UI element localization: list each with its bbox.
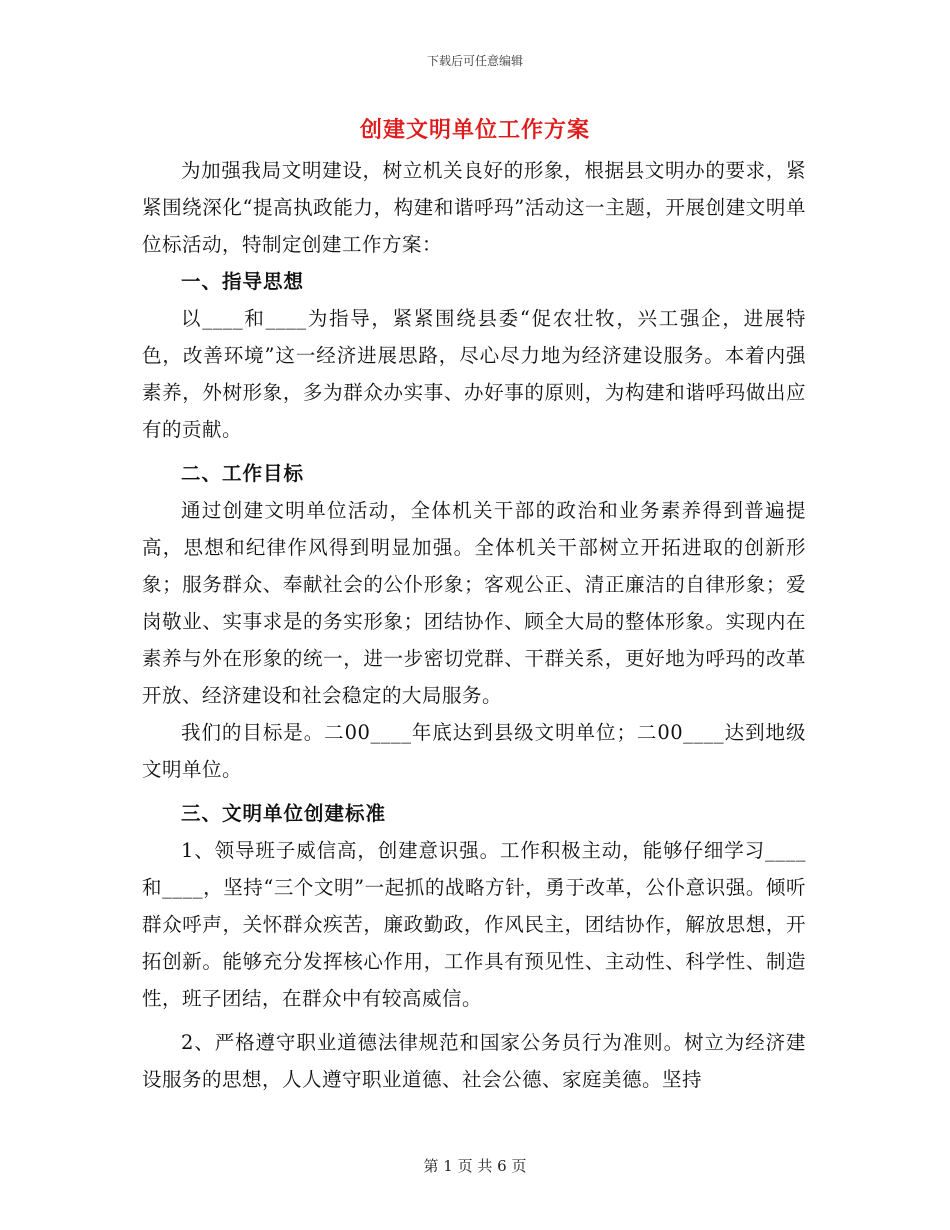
work-goals-paragraph: 通过创建文明单位活动，全体机关干部的政治和业务素养得到普遍提高，思想和纪律作风得到明显加强。全体机关干部树立开拓进取的创新形象；服务群众、奉献社会的公仆形象；客观公正、清正廉洁的自律形象；爱岗敬业、实事求是的务实形象；团结协作、顾全大局的整体形象。实现内在素养与外在形象的统一，进一步密切党群、干群关系，更好地为呼玛的改革开放、经济建设和社会稳定的大局服务。 [142, 499, 806, 707]
section-heading-guiding-ideology: 一、指导思想 [181, 270, 305, 293]
standard-item-2: 2、严格遵守职业道德法律规范和国家公务员行为准则。树立为经济建设服务的思想，人人遵守职业道德、社会公德、家庭美德。坚持 [142, 1031, 806, 1091]
section-heading-standards: 三、文明单位创建标准 [181, 802, 387, 825]
target-paragraph: 我们的目标是。二00____年底达到县级文明单位；二00____达到地级文明单位。 [142, 721, 806, 781]
intro-paragraph: 为加强我局文明建设，树立机关良好的形象，根据县文明办的要求，紧紧围绕深化“提高执政能力，构建和谐呼玛”活动这一主题，开展创建文明单位标活动，特制定创建工作方案： [142, 159, 806, 256]
page-number: 第 1 页 共 6 页 [423, 1157, 527, 1175]
section-heading-work-goals: 二、工作目标 [181, 462, 305, 485]
guiding-ideology-paragraph: 以____和____为指导，紧紧围绕县委“促农壮牧，兴工强企，进展特色，改善环境”这一经济进展思路，尽心尽力地为经济建设服务。本着内强素养，外树形象，多为群众办实事、办好事的原则，为构建和谐呼玛做出应有的贡献。 [142, 307, 806, 441]
header-note: 下载后可任意编辑 [426, 54, 523, 68]
standard-item-1: 1、领导班子威信高，创建意识强。工作积极主动，能够仔细学习____和____，坚持“三个文明”一起抓的战略方针，勇于改革，公仆意识强。倾听群众呼声，关怀群众疾苦，廉政勤政，作风民主，团结协作，解放思想，开拓创新。能够充分发挥核心作用，工作具有预见性、主动性、科学性、制造性，班子团结，在群众中有较高威信。 [142, 839, 806, 1010]
document-title: 创建文明单位工作方案 [359, 117, 590, 143]
document-body [142, 152, 806, 1098]
